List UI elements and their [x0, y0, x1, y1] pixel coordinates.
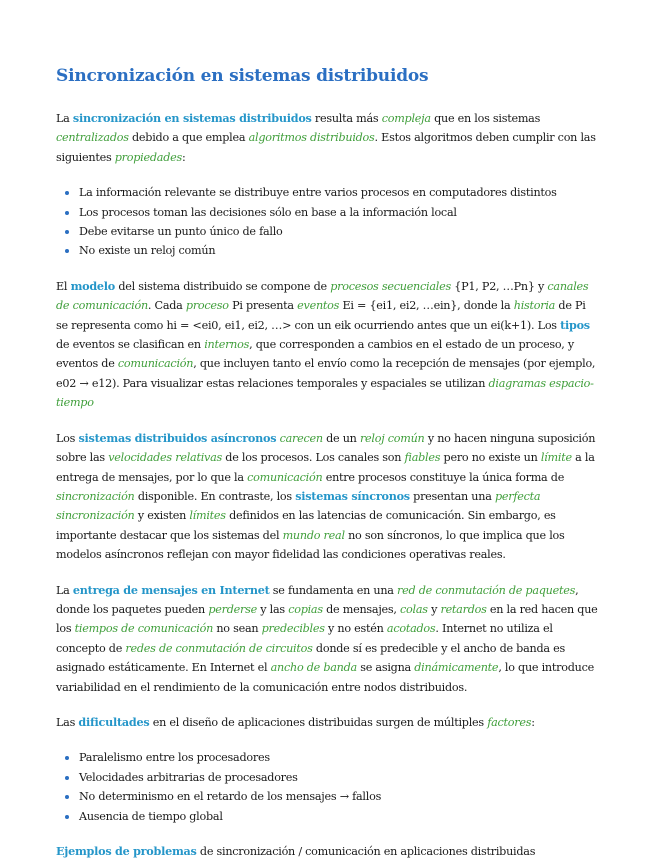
paragraph-difficulties [56, 713, 599, 732]
text-run: de los procesos. Los canales son [222, 451, 405, 465]
properties-list [56, 183, 599, 261]
text-run: del sistema distribuido se compone de [115, 279, 331, 293]
text-run: que en los sistemas [430, 112, 541, 125]
text-run: y [427, 602, 441, 616]
text-run: donde sí es predecible y el ancho de banda es asignado estáticamente. En Internet el [56, 641, 565, 675]
text-run: . Internet no utiliza el concepto de [56, 622, 553, 655]
text-run: : [531, 715, 535, 729]
emphasis: velocidades relativas [108, 451, 222, 465]
emphasis: fiables [404, 451, 441, 465]
emphasis: límite [540, 451, 572, 465]
text-run: : [181, 150, 186, 164]
text-run: El [56, 279, 71, 293]
text-run: , que incluyen tanto el envío como la recepción de mensajes (por ejemplo, e02 → e12). Para visualizar estas relaciones temporales y espaciales se utilizan [56, 357, 596, 390]
key-term: entrega de mensajes en Internet [72, 582, 270, 597]
text-run: de un [322, 431, 360, 445]
text-run: Las [56, 715, 79, 729]
text-run: de sincronización / comunicación en aplicaciones distribuidas [196, 845, 536, 858]
emphasis: propiedades [114, 150, 182, 164]
text-run: resulta más [311, 112, 382, 125]
text-run: se fundamenta en una [269, 583, 398, 597]
list-item: No existe un reloj común [63, 241, 599, 260]
emphasis: factores [487, 715, 532, 729]
text-run: Ei = {ei1, ei2, …ein}, donde la [339, 299, 514, 313]
emphasis: tiempos de comunicación [74, 622, 214, 636]
emphasis: comunicación [247, 470, 323, 484]
emphasis: centralizados [56, 131, 129, 145]
emphasis: proceso [185, 299, 229, 313]
text-run: se asigna [356, 661, 415, 675]
text-run: La [56, 583, 73, 597]
key-term: sistemas distribuidos asíncronos [78, 430, 277, 445]
text-run: de eventos se clasifican en [56, 338, 205, 352]
text-run: , que corresponden a cambios en el estado de un proceso, y eventos de [56, 338, 574, 371]
list-item: No determinismo en el retardo de los mensajes → fallos [63, 787, 599, 806]
text-run: {P1, P2, …Pn} y [450, 279, 548, 293]
text-run: y no hacen ninguna suposición sobre las [56, 431, 596, 465]
text-run: y las [256, 602, 289, 616]
text-run: en el diseño de aplicaciones distribuidas surgen de múltiples [149, 715, 488, 729]
text-run: . Cada [147, 299, 186, 313]
text-run: entre procesos constituye la única forma de [322, 470, 565, 484]
text-run: definidos en las latencias de comunicación. Sin embargo, es importante destacar que los sistemas del [56, 509, 556, 542]
emphasis: redes de conmutación de circuitos [125, 641, 313, 655]
paragraph-examples [56, 842, 599, 861]
emphasis: dinámicamente [414, 661, 499, 675]
emphasis: algoritmos distribuidos [248, 131, 375, 145]
key-term: tipos [560, 317, 590, 332]
emphasis: comunicación [117, 357, 194, 371]
text-run: , lo que introduce variabilidad en el rendimiento de la comunicación entre nodos distribuidos. [56, 661, 594, 694]
emphasis: retardos [440, 602, 487, 616]
emphasis: colas [400, 602, 428, 616]
text-run: debido a que emplea [128, 131, 249, 145]
list-item: Debe evitarse un punto único de fallo [63, 222, 599, 241]
emphasis: sincronización [56, 489, 135, 503]
paragraph-intro [56, 109, 599, 167]
emphasis: perfecta sincronización [56, 489, 541, 523]
list-item: Paralelismo entre los procesadores [63, 748, 599, 767]
key-term: modelo [70, 278, 116, 293]
text-run: no sean [213, 622, 262, 636]
text-run: no son síncronos, lo que implica que los modelos asíncronos reflejan con mayor fidelidad las condiciones operativas reales. [56, 528, 565, 562]
text-run: Los [56, 431, 79, 445]
emphasis: perderse [208, 602, 257, 616]
page-title: Sincronización en sistemas distribuidos [56, 66, 429, 86]
emphasis: procesos secuenciales [330, 279, 451, 293]
text-run: . Estos algoritmos deben cumplir con las siguientes [56, 131, 596, 164]
emphasis: historia [513, 299, 556, 313]
emphasis: compleja [381, 112, 431, 125]
emphasis: límites [189, 509, 226, 523]
key-term: sincronización en sistemas distribuidos [72, 111, 312, 125]
difficulties-list [56, 748, 599, 826]
list-item: Ausencia de tiempo global [63, 807, 599, 826]
text-run: y existen [134, 509, 190, 523]
paragraph-async-systems [56, 429, 599, 565]
emphasis: copias [288, 602, 323, 616]
text-run: La [56, 112, 73, 125]
text-run: de Pi se representa como hi = <ei0, ei1, ei2, …> con un eik ocurriendo antes que un ei(k+1). Los [56, 299, 586, 332]
emphasis: mundo real [282, 528, 345, 542]
text-run: disponible. En contraste, los [134, 489, 296, 503]
emphasis: reloj común [359, 431, 425, 445]
key-term: Ejemplos de problemas [56, 844, 197, 858]
text-run: a la entrega de mensajes, por lo que la [56, 451, 595, 484]
key-term: dificultades [78, 714, 150, 729]
paragraph-model [56, 277, 599, 413]
emphasis: red de conmutación de paquetes [397, 583, 576, 597]
emphasis: carecen [279, 431, 323, 445]
emphasis: internos [204, 338, 250, 352]
text-run: pero no existe un [440, 451, 541, 465]
emphasis: canales de comunicación [56, 279, 589, 313]
text-run: de mensajes, [322, 602, 401, 616]
emphasis: diagramas espacio-tiempo [56, 376, 594, 410]
list-item: La información relevante se distribuye entre varios procesos en computadores distintos [63, 183, 599, 202]
paragraph-internet-delivery [56, 581, 599, 697]
emphasis: acotados [386, 622, 436, 636]
emphasis: eventos [297, 299, 340, 313]
emphasis: ancho de banda [270, 661, 357, 675]
text-run: en la red hacen que los [56, 602, 598, 636]
list-item: Velocidades arbitrarias de procesadores [63, 768, 599, 787]
text-run: y no estén [324, 622, 387, 636]
text-run: Pi presenta [228, 299, 298, 313]
list-item: Los procesos toman las decisiones sólo en base a la información local [63, 203, 599, 222]
text-run: presentan una [409, 489, 495, 503]
key-term: sistemas síncronos [295, 488, 410, 503]
emphasis: predecibles [261, 622, 325, 636]
text-run: , donde los paquetes pueden [56, 583, 579, 616]
